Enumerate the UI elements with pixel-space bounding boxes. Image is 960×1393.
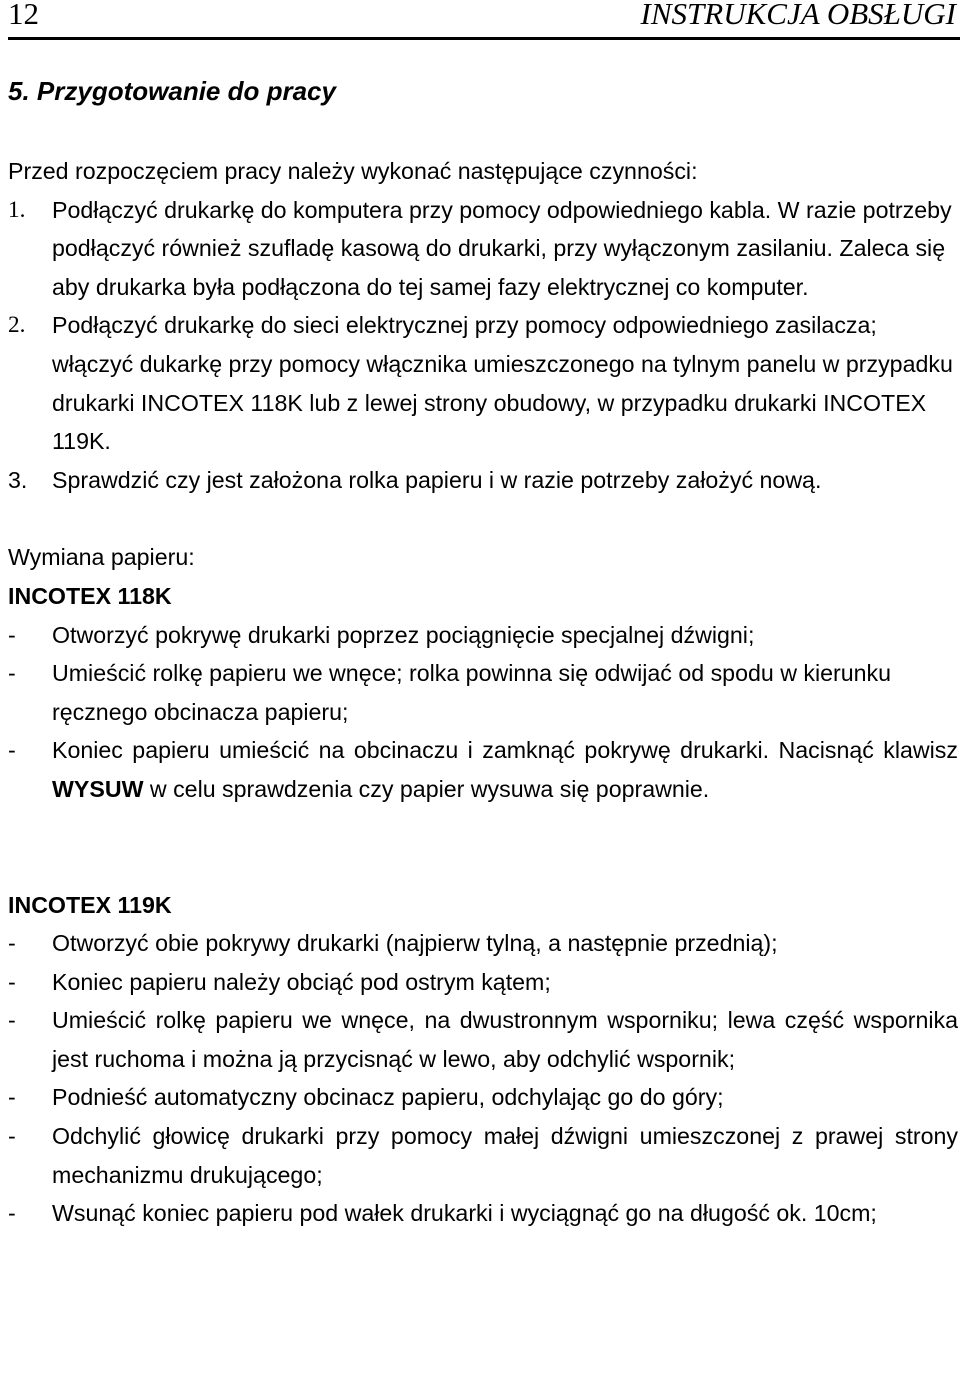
dash-marker: - bbox=[8, 621, 16, 648]
dash-marker: - bbox=[8, 1084, 16, 1111]
list-item bbox=[8, 1001, 958, 1078]
list-item bbox=[8, 731, 958, 808]
list-item bbox=[8, 963, 958, 1002]
list-item bbox=[8, 1078, 958, 1117]
dash-marker: - bbox=[8, 930, 16, 957]
dash-marker: - bbox=[8, 968, 16, 995]
step-item bbox=[8, 191, 958, 307]
list-item bbox=[8, 924, 958, 963]
list-item bbox=[8, 1194, 958, 1233]
document-body bbox=[8, 152, 958, 1233]
list-item-text: Koniec papieru umieścić na obcinaczu i zamknąć pokrywę drukarki. Nacisnąć klawisz bbox=[52, 737, 958, 764]
dash-marker: - bbox=[8, 660, 16, 687]
step-text: Podłączyć drukarkę do komputera przy pomocy odpowiedniego kabla. W razie potrzeby podłączyć również szufladę kasową do drukarki, przy wyłączonym zasilaniu. Zaleca się aby drukarka była podłączona do tej samej fazy elektrycznej co komputer. bbox=[52, 196, 952, 300]
list-item-text: Otworzyć pokrywę drukarki poprzez pociągnięcie specjalnej dźwigni; bbox=[52, 621, 755, 648]
step-number: 1. bbox=[8, 196, 26, 223]
step-item bbox=[8, 306, 958, 460]
dash-marker: - bbox=[8, 737, 16, 764]
model-119k-title: INCOTEX 119K bbox=[8, 891, 172, 918]
list-item bbox=[8, 616, 958, 655]
list-item-text: Koniec papieru należy obciąć pod ostrym kątem; bbox=[52, 968, 551, 995]
intro-paragraph: Przed rozpoczęciem pracy należy wykonać następujące czynności: bbox=[8, 158, 698, 184]
page-number: 12 bbox=[8, 0, 39, 31]
spacer bbox=[8, 499, 958, 538]
list-item bbox=[8, 1117, 958, 1194]
dash-marker: - bbox=[8, 1123, 16, 1150]
dash-marker: - bbox=[8, 1007, 16, 1034]
paper-heading: Wymiana papieru: bbox=[8, 544, 195, 571]
step-item bbox=[8, 461, 958, 500]
step-number: 2. bbox=[8, 312, 26, 339]
section-title: 5. Przygotowanie do pracy bbox=[8, 76, 336, 106]
running-title: INSTRUKCJA OBSŁUGI bbox=[640, 0, 956, 31]
list-item-text: Odchylić głowicę drukarki przy pomocy małej dźwigni umieszczonej z prawej strony mechanizmu drukującego; bbox=[52, 1123, 958, 1188]
list-item-text: Otworzyć obie pokrywy drukarki (najpierw tylną, a następnie przednią); bbox=[52, 930, 778, 957]
step-text: Podłączyć drukarkę do sieci elektrycznej przy pomocy odpowiedniego zasilacza; włączyć dukarkę przy pomocy włącznika umieszczonego na tylnym panelu w przypadku drukarki INCOTEX 118K lub z lewej strony obudowy, w przypadku drukarki INCOTEX 119K. bbox=[52, 312, 953, 455]
dash-marker: - bbox=[8, 1200, 16, 1227]
key-name: WYSUW bbox=[52, 775, 144, 802]
step-text: Sprawdzić czy jest założona rolka papieru i w razie potrzeby założyć nową. bbox=[52, 466, 822, 493]
page-header bbox=[8, 0, 956, 36]
spacer bbox=[8, 809, 958, 886]
header-rule bbox=[8, 37, 960, 40]
list-item-text: Podnieść automatyczny obcinacz papieru, odchylając go do góry; bbox=[52, 1084, 724, 1111]
list-item-text: Umieścić rolkę papieru we wnęce, na dwustronnym wsporniku; lewa część wspornika jest ruchoma i można ją przycisnąć w lewo, aby odchylić wspornik; bbox=[52, 1007, 958, 1072]
model-118k-title: INCOTEX 118K bbox=[8, 582, 172, 609]
list-item-text: Umieścić rolkę papieru we wnęce; rolka powinna się odwijać od spodu w kierunku ręcznego obcinacza papieru; bbox=[52, 660, 892, 725]
list-item-text: Wsunąć koniec papieru pod wałek drukarki i wyciągnąć go na długość ok. 10cm; bbox=[52, 1200, 877, 1227]
list-item bbox=[8, 654, 958, 731]
step-number: 3. bbox=[8, 466, 28, 493]
list-item-text: w celu sprawdzenia czy papier wysuwa się poprawnie. bbox=[143, 775, 710, 802]
